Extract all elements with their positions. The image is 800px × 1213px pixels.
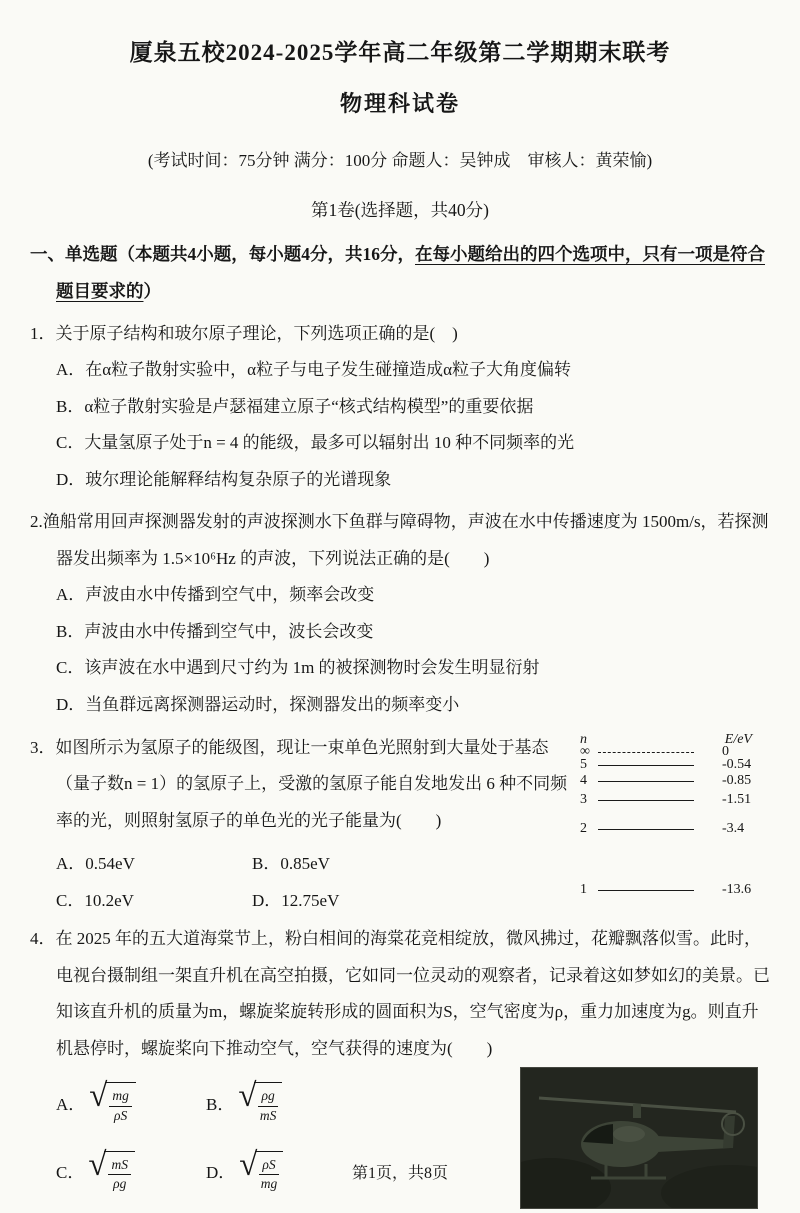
energy-level-row: 5 -0.54 xyxy=(580,756,752,772)
question-1 xyxy=(30,316,770,499)
question-2-option-a: A．声波由水中传播到空气中，频率会改变 xyxy=(56,585,375,605)
question-4-option-b xyxy=(206,1078,376,1123)
diagram-n-axis-label: n xyxy=(580,731,587,747)
question-1-option-c: C．大量氢原子处于n = 4 的能级，最多可以辐射出 10 种不同频率的光 xyxy=(56,433,575,453)
sqrt-formula-c: √ $\frac{mS}{\rho g}$ xyxy=(88,1150,135,1192)
option-a-label: A． xyxy=(56,1095,86,1115)
sqrt-formula-a: √ $\frac{mg}{\rho S}$ xyxy=(89,1081,136,1123)
question-2-option-d: D．当鱼群远离探测器运动时，探测器发出的频率变小 xyxy=(56,694,460,714)
question-2 xyxy=(30,504,770,723)
section-heading-suffix: ） xyxy=(143,280,161,301)
question-2-option-b: B．声波由水中传播到空气中，波长会改变 xyxy=(56,621,374,641)
energy-level-row: 3 -1.51 xyxy=(580,791,752,807)
energy-level-row: 4 -0.85 xyxy=(580,772,752,788)
section-heading xyxy=(30,236,770,310)
energy-level-diagram xyxy=(580,732,770,904)
question-1-option-b: B．α粒子散射实验是卢瑟福建立原子“核式结构模型”的重要依据 xyxy=(56,396,534,416)
page-footer: 第1页，共8页 xyxy=(351,1165,448,1182)
diagram-energy-axis-label: E/eV xyxy=(724,731,752,747)
helicopter-illustration xyxy=(521,1068,757,1208)
question-3-options xyxy=(56,849,568,911)
exam-title: 厦泉五校2024-2025学年高二年级第二学期期末联考 xyxy=(129,40,671,65)
question-2-stem: 2.渔船常用回声探测器发射的声波探测水下鱼群与障碍物，声波在水中传播速度为 1500m/s，若探测器发出频率为 1.5×10⁶Hz 的声波，下列说法正确的是( ) xyxy=(30,512,769,568)
question-4-stem: 4．在 2025 年的五大道海棠节上，粉白相间的海棠花竞相绽放，微风拂过，花瓣飘落似雪。此时，电视台摄制组一架直升机在高空拍摄，它如同一位灵动的观察者，记录着这如梦如幻的美景。已知该直升机的质量为m，螺旋桨旋转形成的圆面积为S，空气密度为ρ，重力加速度为g。则直升机悬停时，螺旋桨向下推动空气，空气获得的速度为( ) xyxy=(30,929,770,1058)
section-heading-underlined: 在每小题给出的四个选项中，只有一项是符合题目要求的 xyxy=(56,244,765,301)
option-d-label: D． xyxy=(206,1163,236,1183)
question-3-option-c: C．10.2eV xyxy=(56,891,134,911)
exam-subject: 物理科试卷 xyxy=(339,91,460,116)
question-3-option-a: A．0.54eV xyxy=(56,854,135,874)
option-c-label: C． xyxy=(56,1163,85,1183)
sqrt-formula-d: √ $\frac{\rho S}{mg}$ xyxy=(239,1150,282,1192)
question-2-option-c: C．该声波在水中遇到尺寸约为 1m 的被探测物时会发生明显衍射 xyxy=(56,658,540,678)
question-1-option-d: D．玻尔理论能解释结构复杂原子的光谱现象 xyxy=(56,469,392,489)
exam-info-line: (考试时间：75分钟 满分：100分 命题人：吴钟成 审核人：黄荣愉) xyxy=(147,151,653,170)
option-b-label: B． xyxy=(206,1095,235,1115)
question-1-option-a: A．在α粒子散射实验中，α粒子与电子发生碰撞造成α粒子大角度偏转 xyxy=(56,360,571,380)
energy-level-row: 2 -3.4 xyxy=(580,820,745,836)
question-3-option-b: B．0.85eV xyxy=(252,854,330,874)
helicopter-image xyxy=(520,1067,758,1209)
question-4-option-a xyxy=(56,1078,206,1123)
part-title: 第1卷(选择题，共40分) xyxy=(311,200,489,220)
question-3-stem: 3．如图所示为氢原子的能级图，现让一束单色光照射到大量处于基态（量子数n = 1）的氢原子上，受激的氢原子能自发地发出 6 种不同频率的光，则照射氢原子的单色光的光子能量为( ) xyxy=(30,737,568,830)
question-1-stem: 1．关于原子结构和玻尔原子理论，下列选项正确的是( ) xyxy=(30,323,458,343)
energy-level-row: 1 -13.6 xyxy=(580,881,752,897)
section-heading-prefix: 一、单选题（本题共4小题，每小题4分，共16分， xyxy=(30,244,415,264)
question-3 xyxy=(30,730,770,912)
energy-level-row: ∞ 0 xyxy=(580,743,729,759)
question-3-option-d: D．12.75eV xyxy=(252,891,340,911)
sqrt-formula-b: √ $\frac{\rho g}{mS}$ xyxy=(238,1081,281,1123)
